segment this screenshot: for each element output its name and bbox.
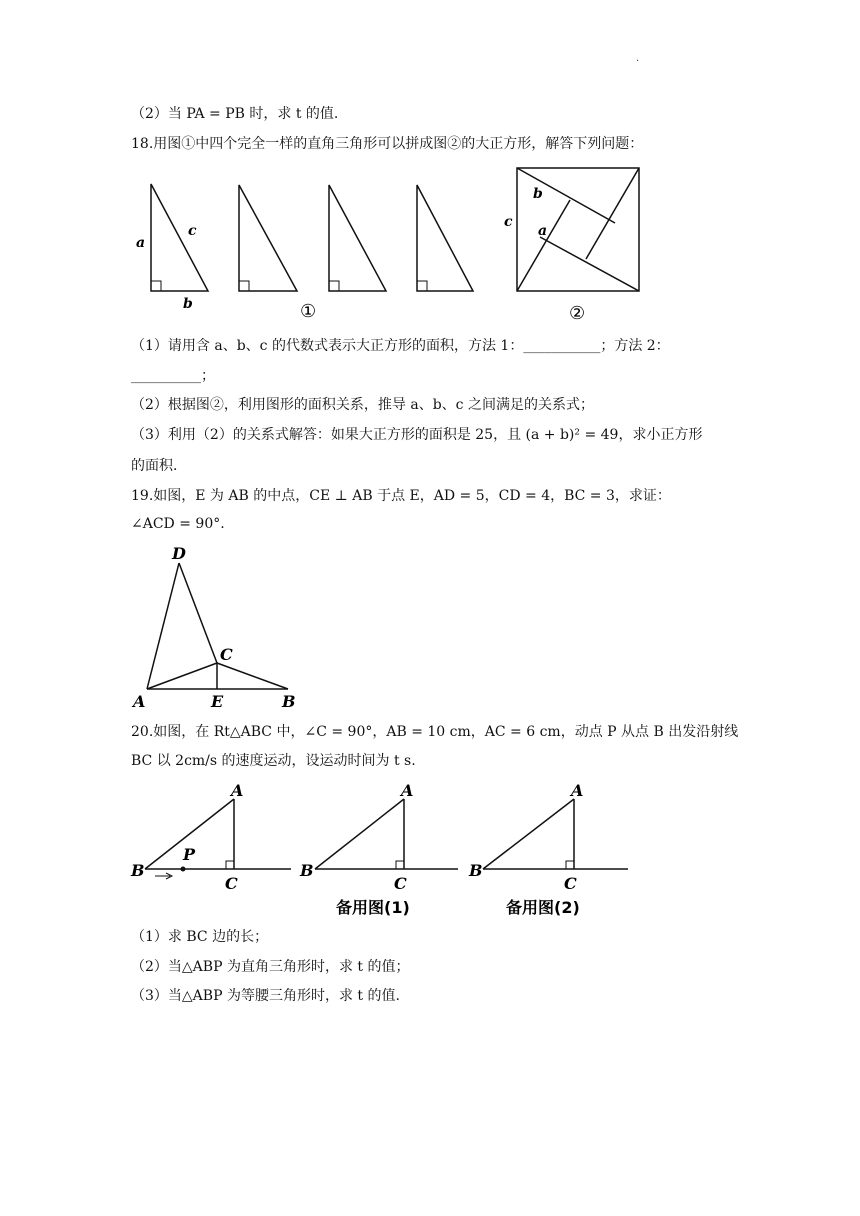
figure-18 [130,160,660,325]
square-label-c: c [504,214,513,230]
header-dot: · [636,56,640,67]
spare2-point-C: C [564,874,577,893]
spare-caption-2: 备用图(2) [506,898,580,917]
square-label-b: b [533,186,543,202]
q18-part2: （2）根据图②，利用图形的面积关系，推导 a、b、c 之间满足的关系式； [131,397,594,413]
q20-part3: （3）当△ABP 为等腰三角形时，求 t 的值. [131,988,400,1004]
main-point-P: P [183,845,196,864]
figure-label-1: ① [300,301,317,322]
q18-part1-b: __________； [131,368,215,384]
square-label-a: a [538,223,548,239]
q20-part2: （2）当△ABP 为直角三角形时，求 t 的值； [131,959,410,975]
label-b: b [183,296,193,312]
spare2-point-B: B [469,861,483,880]
figure-20 [128,778,633,923]
figure-20-main [145,799,291,879]
point-C: C [220,645,233,664]
q17-part2: （2）当 PA = PB 时，求 t 的值. [131,106,339,122]
main-point-C: C [225,874,238,893]
q18-part3-a: （3）利用（2）的关系式解答：如果大正方形的面积是 25，且 (a + b)² = 49，求小正方形 [131,427,703,443]
q19-stem-a: 19.如图，E 为 AB 的中点，CE ⊥ AB 于点 E，AD = 5，CD = 4，BC = 3，求证： [131,488,671,504]
figure-19-lines [147,563,288,689]
q18-stem: 18.用图①中四个完全一样的直角三角形可以拼成图②的大正方形，解答下列问题： [131,136,644,152]
figure-label-2: ② [569,303,586,324]
q18-part3-b: 的面积. [131,458,178,474]
triangle-3 [329,185,386,291]
figure-19 [130,540,310,710]
q20-stem-b: BC 以 2cm/s 的速度运动，设运动时间为 t s. [131,753,416,769]
q19-stem-b: ∠ACD = 90°. [131,516,225,532]
figure-20-spare-2 [483,799,628,869]
triangle-4 [417,185,473,291]
point-P-dot [181,867,186,872]
spare1-point-A: A [401,781,414,800]
spare2-point-A: A [571,781,584,800]
label-c: c [188,223,197,239]
spare1-point-C: C [394,874,407,893]
main-point-B: B [131,861,145,880]
q18-part1-a: （1）请用含 a、b、c 的代数式表示大正方形的面积，方法 1：___________；方法 2： [131,338,670,354]
q20-stem-a: 20.如图，在 Rt△ABC 中，∠C = 90°，AB = 10 cm，AC = 6 cm，动点 P 从点 B 出发沿射线 [131,724,739,740]
main-point-A: A [231,781,244,800]
triangle-1 [151,184,208,291]
point-E: E [211,692,224,711]
point-A: A [133,692,146,711]
spare-caption-1: 备用图(1) [336,898,410,917]
q20-part1: （1）求 BC 边的长； [131,929,269,945]
triangle-2 [239,185,297,291]
spare1-point-B: B [300,861,314,880]
label-a: a [136,235,146,251]
figure-20-spare-1 [315,799,458,869]
point-D: D [172,544,186,563]
point-B: B [282,692,296,711]
